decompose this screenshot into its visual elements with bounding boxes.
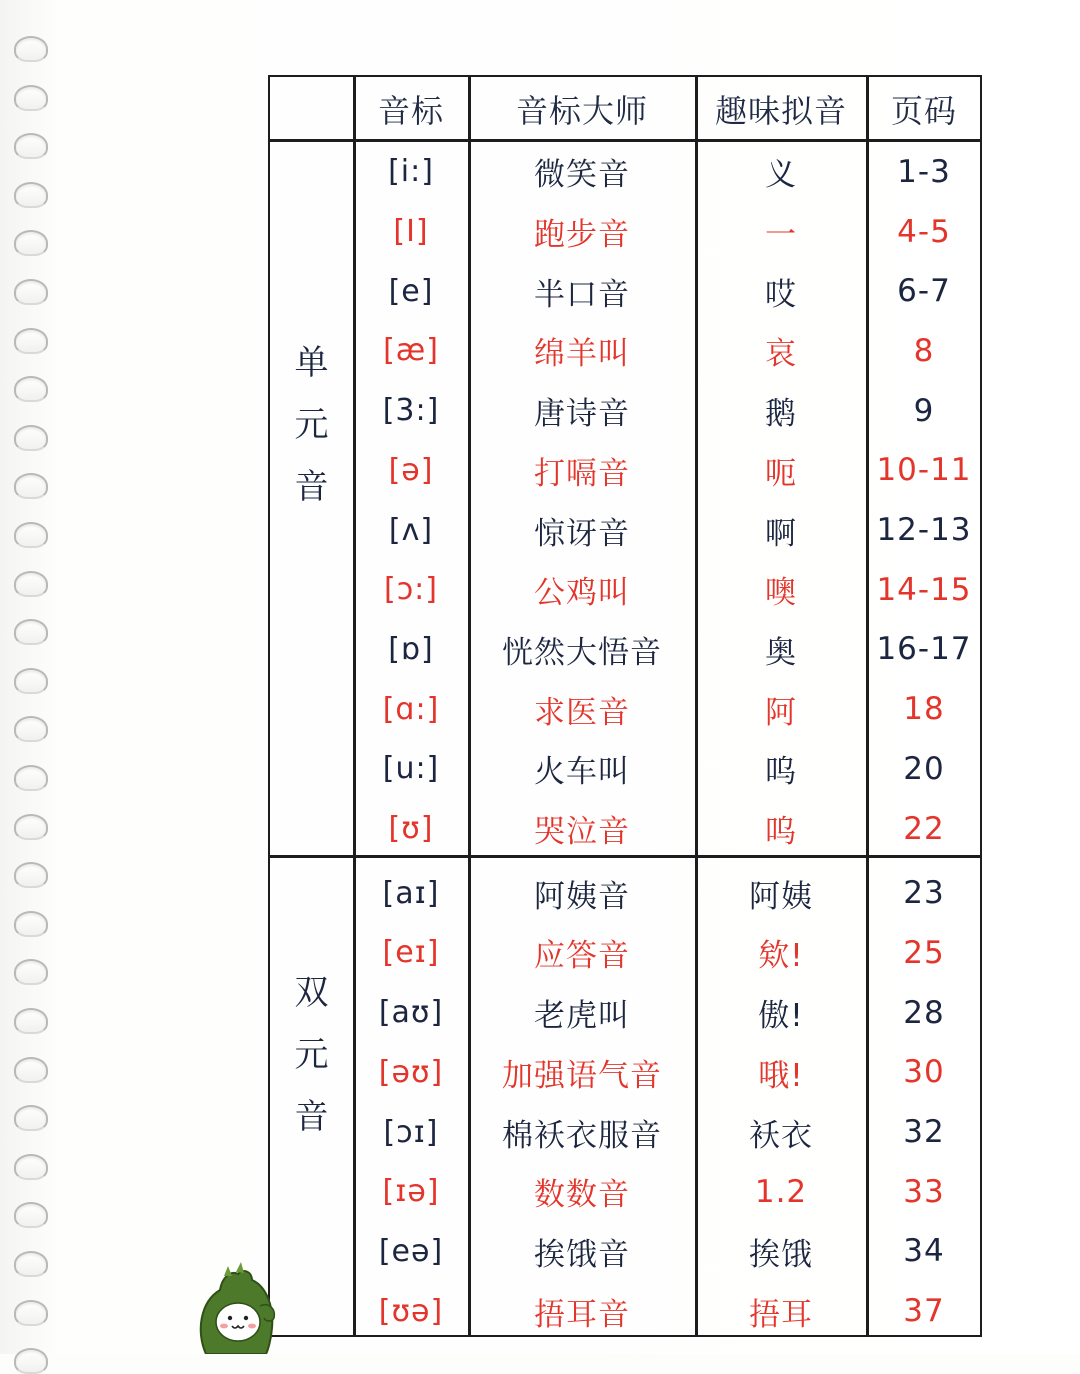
fun-sound-cell: 呜 (765, 814, 797, 851)
phonetic-symbol-cell: [ɒ] (388, 631, 434, 667)
phonetic-symbol-cell: [u:] (382, 751, 440, 787)
phonetic-master-cell: 惊讶音 (534, 515, 630, 552)
phonetic-symbol-cell: [eɪ] (382, 935, 440, 971)
punch-hole (14, 619, 48, 645)
phonetic-master-cell: 阿姨音 (534, 878, 630, 915)
fun-sound-cell: 鹅 (765, 396, 797, 433)
phonetic-master-cell: 微笑音 (534, 157, 630, 194)
page-number-cell: 6-7 (897, 273, 951, 310)
punch-hole (14, 716, 48, 742)
fun-sound-cell: 阿姨 (749, 878, 813, 915)
punch-hole (14, 133, 48, 159)
page-number-cell: 23 (903, 875, 945, 912)
page-number-cell: 8 (913, 332, 935, 369)
phonetic-master-cell: 哭泣音 (534, 814, 630, 851)
phonetic-symbol-cell: [I] (393, 214, 429, 250)
page-number-cell: 1-3 (897, 153, 951, 190)
phonetic-master-cell: 恍然大悟音 (502, 634, 662, 671)
group-label-diphthongs (272, 960, 352, 1150)
page-number-cell: 34 (903, 1233, 945, 1270)
punch-hole (14, 1057, 48, 1083)
phonetic-symbol-cell: [aʊ] (378, 995, 444, 1031)
group-char: 音 (294, 1097, 330, 1137)
punch-hole (14, 1202, 48, 1228)
fun-sound-cell: 欸! (758, 938, 804, 975)
punch-hole (14, 911, 48, 937)
page-number-cell: 32 (903, 1114, 945, 1151)
fun-sound-cell: 一 (765, 217, 797, 254)
page-number-cell: 14-15 (876, 571, 972, 608)
phonetic-master-cell: 捂耳音 (534, 1296, 630, 1333)
page-number-cell: 16-17 (876, 631, 972, 668)
phonetic-symbol-cell: [ɔɪ] (383, 1114, 439, 1150)
punch-hole (14, 328, 48, 354)
punch-hole (14, 1154, 48, 1180)
phonetic-master-cell: 唐诗音 (534, 396, 630, 433)
fun-sound-cell: 袄衣 (749, 1117, 813, 1154)
phonetic-symbol-cell: [ʊə] (378, 1293, 444, 1329)
dinosaur-mascot-icon (186, 1262, 282, 1354)
punch-hole (14, 814, 48, 840)
phonetic-master-cell: 数数音 (534, 1177, 630, 1214)
page-number-cell: 18 (903, 691, 945, 728)
phonetic-master-cell: 绵羊叫 (534, 336, 630, 373)
fun-sound-cell: 哎 (765, 276, 797, 313)
punch-hole (14, 230, 48, 256)
punch-hole (14, 85, 48, 111)
phonetic-master-cell: 挨饿音 (534, 1236, 630, 1273)
punch-hole (14, 862, 48, 888)
punch-hole (14, 959, 48, 985)
header-page-number: 页码 (890, 92, 957, 130)
punch-hole (14, 279, 48, 305)
fun-sound-cell: 哀 (765, 336, 797, 373)
punch-hole (14, 522, 48, 548)
punch-hole (14, 36, 48, 62)
group-char: 元 (294, 405, 330, 445)
phonetic-symbol-cell: [əʊ] (378, 1054, 444, 1090)
phonetic-symbol-cell: [ɔ:] (384, 572, 438, 608)
phonetic-master-cell: 应答音 (534, 938, 630, 975)
phonetic-master-cell: 求医音 (534, 694, 630, 731)
phonetic-symbol-cell: [ʌ] (388, 512, 434, 548)
fun-sound-cell: 义 (765, 157, 797, 194)
punch-hole (14, 425, 48, 451)
fun-sound-cell: 呃 (765, 455, 797, 492)
punch-hole (14, 765, 48, 791)
phonetic-symbol-cell: [e] (388, 273, 434, 309)
phonetic-master-cell: 老虎叫 (534, 998, 630, 1035)
phonetic-symbol-cell: [ɑ:] (382, 691, 440, 727)
phonetic-symbol-cell: [eə] (378, 1233, 444, 1269)
punch-hole (14, 473, 48, 499)
punch-hole (14, 1008, 48, 1034)
phonetic-symbol-cell: [3:] (382, 393, 440, 429)
group-char: 双 (294, 973, 330, 1013)
phonetic-symbol-cell: [æ] (383, 333, 439, 369)
fun-sound-cell: 啊 (765, 515, 797, 552)
phonetic-master-cell: 火车叫 (534, 754, 630, 791)
fun-sound-cell: 1.2 (754, 1173, 808, 1210)
fun-sound-cell: 阿 (765, 694, 797, 731)
phonetic-master-cell: 棉袄衣服音 (502, 1117, 662, 1154)
fun-sound-cell: 噢 (765, 575, 797, 612)
punch-hole (14, 1105, 48, 1131)
punch-hole (14, 1300, 48, 1326)
phonetic-symbol-cell: [ə] (388, 452, 434, 488)
fun-sound-cell: 傲! (758, 998, 804, 1035)
page-number-cell: 12-13 (876, 512, 972, 549)
fun-sound-cell: 捂耳 (749, 1296, 813, 1333)
page-number-cell: 30 (903, 1054, 945, 1091)
punch-hole (14, 1348, 48, 1374)
header-fun-sound: 趣味拟音 (714, 92, 847, 130)
page-number-cell: 9 (913, 392, 935, 429)
phonetic-master-cell: 半口音 (534, 276, 630, 313)
page-number-cell: 37 (903, 1293, 945, 1330)
punch-hole (14, 668, 48, 694)
page-number-cell: 4-5 (897, 213, 951, 250)
page-number-cell: 28 (903, 994, 945, 1031)
group-label-monophthongs (272, 330, 352, 520)
phonetic-master-cell: 跑步音 (534, 217, 630, 254)
punch-hole (14, 1251, 48, 1277)
fun-sound-cell: 呜 (765, 754, 797, 791)
fun-sound-cell: 奥 (765, 634, 797, 671)
header-phonetic-symbol: 音标 (377, 92, 444, 130)
phonetic-symbol-cell: [i:] (388, 154, 434, 190)
group-char: 单 (294, 343, 330, 383)
fun-sound-cell: 挨饿 (749, 1236, 813, 1273)
page-number-cell: 33 (903, 1173, 945, 1210)
fun-sound-cell: 哦! (758, 1057, 804, 1094)
phonetic-symbol-cell: [ʊ] (388, 811, 434, 847)
punch-hole (14, 376, 48, 402)
page-number-cell: 25 (903, 934, 945, 971)
punch-hole (14, 182, 48, 208)
phonetic-master-cell: 公鸡叫 (534, 575, 630, 612)
page-number-cell: 10-11 (876, 452, 972, 489)
page-number-cell: 22 (903, 810, 945, 847)
header-phonetic-master: 音标大师 (515, 92, 648, 130)
page-number-cell: 20 (903, 750, 945, 787)
phonetic-master-cell: 加强语气音 (502, 1057, 662, 1094)
phonetic-master-cell: 打嗝音 (534, 455, 630, 492)
punch-hole (14, 571, 48, 597)
group-char: 元 (294, 1035, 330, 1075)
phonetic-symbol-cell: [aɪ] (382, 875, 440, 911)
group-char: 音 (294, 467, 330, 507)
phonetic-symbol-cell: [ɪə] (382, 1174, 440, 1210)
